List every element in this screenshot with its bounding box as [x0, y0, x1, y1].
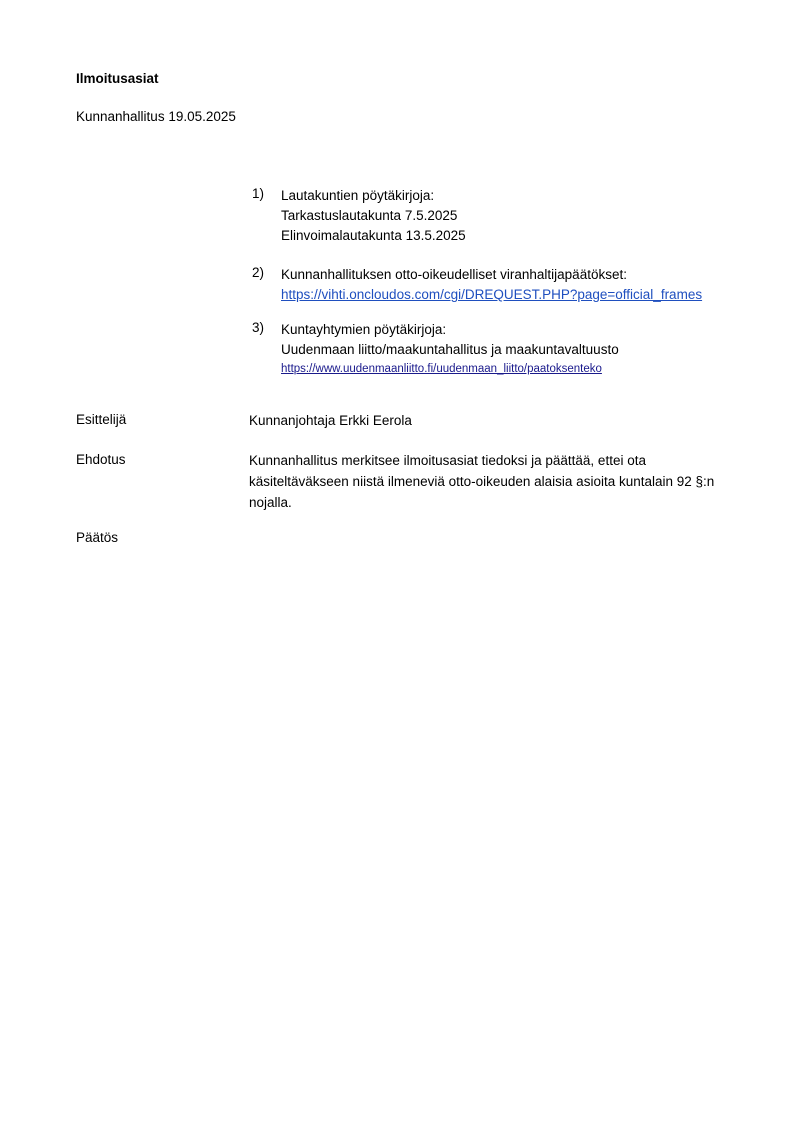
item-line: Kunnanhallituksen otto-oikeudelliset viranhaltijapäätökset:: [281, 267, 627, 282]
item-line: Kuntayhtymien pöytäkirjoja:: [281, 322, 447, 337]
proposal-text: Kunnanhallitus merkitsee ilmoitusasiat tiedoksi ja päättää, ettei ota käsiteltäväkseen niistä ilmeneviä otto-oikeuden alaisia asioita kuntalain 92 §:n nojalla.: [249, 453, 715, 510]
document-title: Ilmoitusasiat: [76, 71, 159, 86]
decision-label: Päätös: [76, 530, 119, 545]
proposal-label: Ehdotus: [76, 452, 126, 467]
item-line: Tarkastuslautakunta 7.5.2025: [281, 208, 458, 223]
presenter-label: Esittelijä: [76, 412, 127, 427]
meeting-name: Kunnanhallitus 19.05.2025: [76, 109, 236, 124]
item-line: Lautakuntien pöytäkirjoja:: [281, 188, 435, 203]
item-number: 2): [252, 265, 265, 280]
presenter-value: Kunnanjohtaja Erkki Eerola: [249, 413, 412, 428]
decisions-link[interactable]: https://vihti.oncloudos.com/cgi/DREQUEST.PHP?page=official_frames: [281, 287, 703, 302]
item-line: Elinvoimalautakunta 13.5.2025: [281, 228, 466, 243]
item-number: 3): [252, 320, 265, 335]
uudenmaanliitto-link[interactable]: https://www.uudenmaanliitto.fi/uudenmaan_liitto/paatoksenteko: [281, 363, 602, 375]
item-number: 1): [252, 186, 265, 201]
item-line: Uudenmaan liitto/maakuntahallitus ja maakuntavaltuusto: [281, 342, 619, 357]
